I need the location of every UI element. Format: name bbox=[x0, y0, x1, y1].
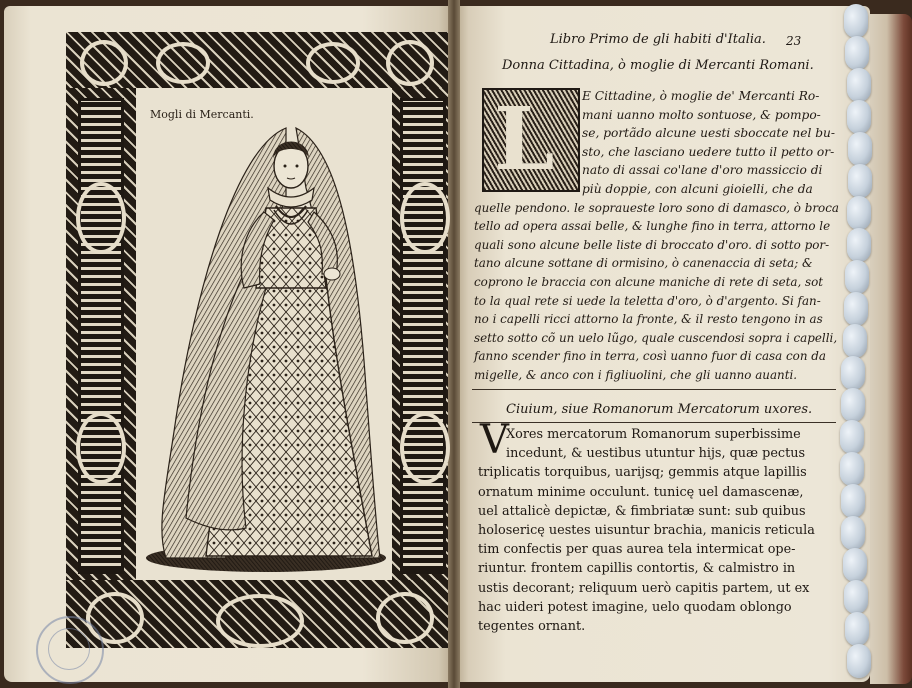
text-line: uel attalicè depictæ, & fimbriatæ sunt: sub quibus bbox=[478, 503, 806, 519]
bookmark-ribbon bbox=[832, 0, 876, 688]
ribbon-bead bbox=[841, 388, 865, 422]
ribbon-bead bbox=[840, 452, 864, 486]
text-line: incedunt, & uestibus utuntur hijs, quæ pectus bbox=[506, 446, 806, 462]
scroll-ornament bbox=[386, 40, 434, 86]
hand bbox=[324, 268, 340, 280]
text-line: no i capelli ricci attorno la fronte, & il resto tengono in as bbox=[474, 312, 823, 327]
ribbon-bead bbox=[847, 68, 871, 102]
ribbon-bead bbox=[848, 132, 872, 166]
ribbon-bead bbox=[844, 4, 868, 38]
latin-initial: V bbox=[480, 417, 509, 463]
ribbon-bead bbox=[844, 580, 868, 614]
text-line: ornatum minime occulunt. tunicę uel damascenæ, bbox=[478, 484, 804, 500]
text-line: coprono le braccia con alcune maniche di rete di seta, sot bbox=[474, 275, 824, 289]
text-line: più doppie, con alcuni gioielli, che da bbox=[582, 182, 813, 196]
ribbon-bead bbox=[841, 356, 865, 390]
scroll-ornament bbox=[76, 412, 126, 484]
text-line: tano alcune sottane di ormisino, ò canenaccia di seta; & bbox=[474, 256, 813, 271]
ribbon-bead bbox=[841, 516, 865, 550]
text-line: tello ad opera assai belle, & lunghe fino in terra, attorno le bbox=[474, 219, 831, 234]
initial-letter: L bbox=[494, 89, 555, 190]
woodcut-caption: Mogli di Mercanti. bbox=[150, 108, 254, 121]
woodcut-illustration bbox=[66, 32, 448, 648]
figure-panel bbox=[136, 88, 392, 580]
text-line: ustis decorant; reliquum uerò capitis partem, ut ex bbox=[478, 580, 810, 596]
text-line: tegentes ornant. bbox=[478, 619, 586, 634]
page-edges bbox=[870, 14, 912, 684]
ribbon-bead bbox=[847, 100, 871, 134]
text-line: nato di assai co'lane d'oro massiccio di bbox=[582, 163, 823, 178]
latin-title: Ciuium, siue Romanorum Mercatorum uxores. bbox=[506, 402, 813, 417]
running-head: Libro Primo de gli habiti d'Italia. bbox=[550, 32, 766, 47]
merchant-wife-figure bbox=[136, 88, 392, 580]
scroll-ornament bbox=[76, 182, 126, 254]
book-gutter bbox=[448, 0, 460, 688]
text-line: to la qual rete si uede la teletta d'oro, ò d'argento. Si fan- bbox=[474, 293, 821, 308]
ribbon-bead bbox=[845, 36, 869, 70]
text-line: sto, che lasciano uedere tutto il petto or- bbox=[582, 144, 835, 159]
ribbon-bead bbox=[847, 196, 871, 230]
ribbon-bead bbox=[845, 260, 869, 294]
column-left bbox=[78, 98, 124, 574]
ribbon-bead bbox=[841, 484, 865, 518]
text-line: quelle pendono. le sopraueste loro sono di damasco, ò broca bbox=[474, 200, 839, 215]
decorated-initial bbox=[482, 88, 580, 192]
text-line: triplicatis torquibus, uarijsq; gemmis atque lapillis bbox=[478, 465, 807, 481]
text-line: tim confectis per quas aurea tela intermicat ope- bbox=[478, 542, 796, 558]
text-line: quali sono alcune belle liste di broccato d'oro. di sotto por- bbox=[474, 237, 830, 252]
scroll-ornament bbox=[400, 412, 450, 484]
text-line: mani uanno molto sontuose, & pompo- bbox=[582, 107, 821, 122]
text-line: se, portãdo alcune uesti sboccate nel bu- bbox=[582, 126, 836, 141]
column-right bbox=[400, 98, 446, 574]
text-line: hac uideri potest imagine, uelo quodam oblongo bbox=[478, 599, 792, 615]
text-line: setto sotto cõ un uelo lũgo, quale cuscendosi sopra i capelli, bbox=[474, 330, 838, 345]
ribbon-bead bbox=[843, 548, 867, 582]
divider-rule bbox=[472, 422, 836, 423]
text-line: riuntur. frontem capillis contortis, & calmistro in bbox=[478, 561, 796, 577]
ribbon-bead bbox=[845, 612, 869, 646]
scroll-ornament bbox=[400, 182, 450, 254]
page-number: 23 bbox=[786, 34, 802, 48]
text-line: holosericę uestes uisuntur brachia, manicis reticula bbox=[478, 523, 815, 538]
text-line: Xores mercatorum Romanorum superbissime bbox=[506, 427, 801, 442]
divider-rule bbox=[472, 389, 836, 390]
scroll-ornament bbox=[156, 42, 210, 84]
ribbon-bead bbox=[840, 420, 864, 454]
text-line: fanno scender fino in terra, così uanno fuor di casa con da bbox=[474, 349, 826, 364]
scroll-ornament bbox=[306, 42, 360, 84]
ribbon-bead bbox=[843, 324, 867, 358]
ribbon-bead bbox=[848, 164, 872, 198]
mask-ornament bbox=[216, 594, 304, 648]
scroll-ornament bbox=[80, 40, 128, 86]
text-line: migelle, & anco con i figliuolini, che gli uanno auanti. bbox=[474, 368, 798, 382]
ribbon-bead bbox=[847, 644, 871, 678]
scroll-ornament bbox=[376, 592, 434, 644]
section-title: Donna Cittadina, ò moglie di Mercanti Romani. bbox=[502, 58, 814, 73]
ribbon-bead bbox=[847, 228, 871, 262]
text-line: E Cittadine, ò moglie de' Mercanti Ro- bbox=[582, 89, 820, 103]
library-stamp bbox=[36, 616, 104, 684]
ribbon-bead bbox=[844, 292, 868, 326]
